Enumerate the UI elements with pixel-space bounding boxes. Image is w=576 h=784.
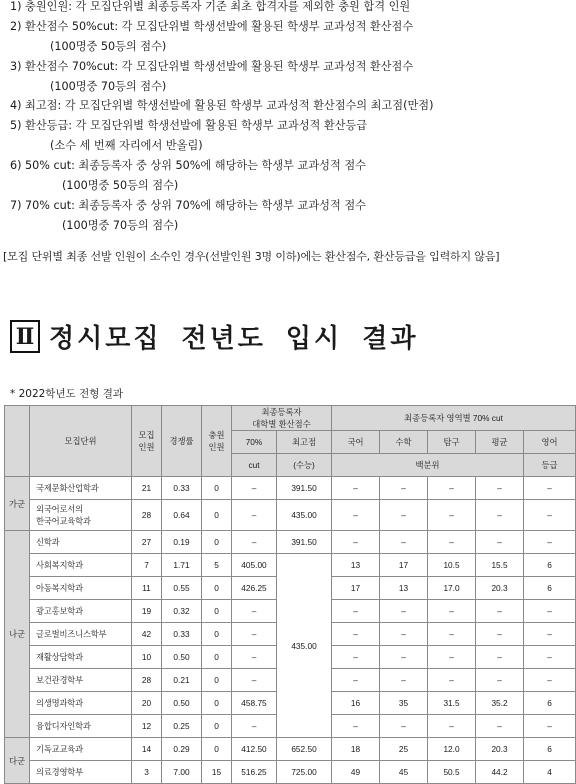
quota-cell: 28 [132, 669, 162, 692]
korean-cell: – [332, 646, 380, 669]
notes-list [10, 0, 550, 239]
quota-cell: 19 [132, 600, 162, 623]
bracket-note: [모집 단위별 최종 선발 인원이 소수인 경우(선발인원 3명 이하)에는 환산점수, 환산등급을 입력하지 않음] [3, 250, 500, 263]
math-cell: – [380, 646, 428, 669]
math-cell: – [380, 477, 428, 500]
quota-cell: 28 [132, 500, 162, 531]
section-heading [10, 318, 418, 355]
note-6-detail: (100명중 50등의 점수) [62, 179, 179, 193]
dept-name: 보건관경학부 [30, 669, 132, 692]
cut70-cell: 516.25 [232, 761, 277, 784]
explore-cell: – [428, 531, 476, 554]
header-dept: 모집단위 [30, 406, 132, 477]
dept-name: 융합디자인학과 [30, 715, 132, 738]
competition-cell: 0.21 [162, 669, 202, 692]
competition-cell: 0.64 [162, 500, 202, 531]
explore-cell: – [428, 715, 476, 738]
note-7: 7) 70% cut: 최종등록자 중 상위 70%에 해당하는 학생부 교과성적 점수 [10, 198, 366, 212]
table-row [5, 477, 576, 500]
note-2-detail: (100명중 50등의 점수) [50, 39, 167, 53]
competition-cell: 1.71 [162, 554, 202, 577]
avg-cell: 44.2 [476, 761, 524, 784]
cut70-cell: – [232, 623, 277, 646]
fill-cell: 0 [202, 715, 232, 738]
dept-name: 사회복지학과 [30, 554, 132, 577]
cut70-cell: 458.75 [232, 692, 277, 715]
explore-cell: – [428, 477, 476, 500]
english-cell: 6 [524, 554, 576, 577]
fill-cell: 0 [202, 738, 232, 761]
math-cell: – [380, 531, 428, 554]
fill-cell: 0 [202, 577, 232, 600]
dept-name: 외국어로서의 한국어교육학과 [30, 500, 132, 531]
explore-cell: – [428, 646, 476, 669]
header-explore: 탐구 [428, 431, 476, 454]
header-percentile: 백분위 [332, 454, 524, 477]
avg-cell: – [476, 623, 524, 646]
math-cell: – [380, 715, 428, 738]
cut70-cell: – [232, 477, 277, 500]
table-row [5, 531, 576, 554]
competition-cell: 0.29 [162, 738, 202, 761]
header-english-a: 영어 [524, 431, 576, 454]
english-cell: – [524, 531, 576, 554]
competition-cell: 0.19 [162, 531, 202, 554]
max-cell: 391.50 [277, 477, 332, 500]
english-cell: 6 [524, 738, 576, 761]
avg-cell: – [476, 669, 524, 692]
explore-cell: – [428, 600, 476, 623]
dept-name: 글로벌비즈니스학부 [30, 623, 132, 646]
avg-cell: 35.2 [476, 692, 524, 715]
fill-cell: 15 [202, 761, 232, 784]
english-cell: – [524, 600, 576, 623]
note-3-detail: (100명중 70등의 점수) [50, 79, 167, 93]
cut70-cell: – [232, 715, 277, 738]
avg-cell: – [476, 646, 524, 669]
quota-cell: 20 [132, 692, 162, 715]
english-cell: – [524, 669, 576, 692]
korean-cell: 17 [332, 577, 380, 600]
english-cell: – [524, 500, 576, 531]
cut70-cell: 412.50 [232, 738, 277, 761]
math-cell: 13 [380, 577, 428, 600]
dept-name: 기독교교육과 [30, 738, 132, 761]
header-cut70-a: 70% [232, 431, 277, 454]
fill-cell: 0 [202, 477, 232, 500]
table-row [5, 554, 576, 577]
header-conv-group: 최종등록자 대학별 환산점수 [232, 406, 332, 431]
dept-name: 아동복지학과 [30, 577, 132, 600]
avg-cell: 20.3 [476, 577, 524, 600]
explore-cell: – [428, 669, 476, 692]
fill-cell: 0 [202, 646, 232, 669]
section-title: 정시모집 전년도 입시 결과 [49, 324, 419, 354]
avg-cell: – [476, 531, 524, 554]
explore-cell: 17.0 [428, 577, 476, 600]
math-cell: – [380, 500, 428, 531]
competition-cell: 0.32 [162, 600, 202, 623]
dept-name: 광고홍보학과 [30, 600, 132, 623]
header-area-group: 최종등록자 영역별 70% cut [332, 406, 576, 431]
fill-cell: 0 [202, 531, 232, 554]
english-cell: – [524, 646, 576, 669]
math-cell: 25 [380, 738, 428, 761]
dept-name: 재활상담학과 [30, 646, 132, 669]
dept-name: 국제문화산업학과 [30, 477, 132, 500]
quota-cell: 14 [132, 738, 162, 761]
note-6: 6) 50% cut: 최종등록자 중 상위 50%에 해당하는 학생부 교과성적 점수 [10, 159, 366, 173]
header-quota: 모집 인원 [132, 406, 162, 477]
korean-cell: 49 [332, 761, 380, 784]
english-cell: 6 [524, 692, 576, 715]
fill-cell: 0 [202, 669, 232, 692]
cut70-cell: – [232, 500, 277, 531]
korean-cell: 18 [332, 738, 380, 761]
table-row [5, 500, 576, 531]
quota-cell: 42 [132, 623, 162, 646]
english-cell: – [524, 715, 576, 738]
header-korean: 국어 [332, 431, 380, 454]
cut70-cell: 405.00 [232, 554, 277, 577]
note-4: 4) 최고점: 각 모집단위별 학생선발에 활용된 학생부 교과성적 환산점수의 최고점(만점) [10, 99, 434, 113]
korean-cell: – [332, 715, 380, 738]
header-math: 수학 [380, 431, 428, 454]
dept-name: 신학과 [30, 531, 132, 554]
korean-cell: – [332, 531, 380, 554]
section-numeral: Ⅱ [10, 320, 40, 353]
competition-cell: 0.25 [162, 715, 202, 738]
explore-cell: 50.5 [428, 761, 476, 784]
english-cell: – [524, 477, 576, 500]
explore-cell: 31.5 [428, 692, 476, 715]
group-ga: 가군 [5, 477, 30, 531]
quota-cell: 27 [132, 531, 162, 554]
math-cell: – [380, 600, 428, 623]
avg-cell: 15.5 [476, 554, 524, 577]
max-cell: 391.50 [277, 531, 332, 554]
max-cell-merged: 435.00 [277, 554, 332, 738]
math-cell: 45 [380, 761, 428, 784]
note-5-detail: (소수 세 번째 자리에서 반올림) [50, 139, 203, 153]
quota-cell: 21 [132, 477, 162, 500]
header-blank [5, 406, 30, 477]
avg-cell: – [476, 600, 524, 623]
explore-cell: – [428, 623, 476, 646]
header-max-a: 최고점 [277, 431, 332, 454]
max-cell: 435.00 [277, 500, 332, 531]
cut70-cell: 426.25 [232, 577, 277, 600]
results-table [4, 405, 576, 784]
header-competition: 경쟁률 [162, 406, 202, 477]
korean-cell: – [332, 623, 380, 646]
cut70-cell: – [232, 531, 277, 554]
table-row [5, 761, 576, 784]
korean-cell: 13 [332, 554, 380, 577]
header-english-b: 등급 [524, 454, 576, 477]
dept-name: 의료경영학부 [30, 761, 132, 784]
avg-cell: 20.3 [476, 738, 524, 761]
math-cell: 35 [380, 692, 428, 715]
note-3: 3) 환산점수 70%cut: 각 모집단위별 학생선발에 활용된 학생부 교과성적 환산점수 [10, 59, 414, 73]
english-cell: 6 [524, 577, 576, 600]
english-cell: – [524, 623, 576, 646]
avg-cell: – [476, 477, 524, 500]
group-da: 다군 [5, 738, 30, 784]
fill-cell: 0 [202, 623, 232, 646]
quota-cell: 12 [132, 715, 162, 738]
english-cell: 4 [524, 761, 576, 784]
korean-cell: – [332, 477, 380, 500]
note-2: 2) 환산점수 50%cut: 각 모집단위별 학생선발에 활용된 학생부 교과성적 환산점수 [10, 19, 414, 33]
group-na: 나군 [5, 531, 30, 738]
dept-name: 의생명과학과 [30, 692, 132, 715]
table-subtitle: * 2022학년도 전형 결과 [10, 388, 123, 400]
competition-cell: 0.50 [162, 646, 202, 669]
quota-cell: 11 [132, 577, 162, 600]
explore-cell: 12.0 [428, 738, 476, 761]
competition-cell: 0.33 [162, 477, 202, 500]
korean-cell: – [332, 600, 380, 623]
header-fill: 충원 인원 [202, 406, 232, 477]
math-cell: – [380, 623, 428, 646]
korean-cell: – [332, 669, 380, 692]
header-avg: 평균 [476, 431, 524, 454]
math-cell: 17 [380, 554, 428, 577]
avg-cell: – [476, 715, 524, 738]
fill-cell: 0 [202, 692, 232, 715]
competition-cell: 0.33 [162, 623, 202, 646]
quota-cell: 10 [132, 646, 162, 669]
fill-cell: 5 [202, 554, 232, 577]
competition-cell: 0.55 [162, 577, 202, 600]
note-7-detail: (100명중 70등의 점수) [62, 218, 179, 232]
header-max-b: (수능) [277, 454, 332, 477]
max-cell: 652.50 [277, 738, 332, 761]
quota-cell: 7 [132, 554, 162, 577]
cut70-cell: – [232, 600, 277, 623]
korean-cell: – [332, 500, 380, 531]
table-row [5, 738, 576, 761]
fill-cell: 0 [202, 500, 232, 531]
cut70-cell: – [232, 646, 277, 669]
cut70-cell: – [232, 669, 277, 692]
korean-cell: 16 [332, 692, 380, 715]
avg-cell: – [476, 500, 524, 531]
competition-cell: 7.00 [162, 761, 202, 784]
note-1: 1) 충원인원: 각 모집단위별 최종등록자 기준 최초 합격자를 제외한 충원 합격 인원 [10, 0, 411, 13]
note-5: 5) 환산등급: 각 모집단위별 학생선발에 활용된 학생부 교과성적 환산등급 [10, 119, 368, 133]
competition-cell: 0.50 [162, 692, 202, 715]
fill-cell: 0 [202, 600, 232, 623]
explore-cell: 10.5 [428, 554, 476, 577]
max-cell: 725.00 [277, 761, 332, 784]
math-cell: – [380, 669, 428, 692]
explore-cell: – [428, 500, 476, 531]
quota-cell: 3 [132, 761, 162, 784]
header-cut70-b: cut [232, 454, 277, 477]
